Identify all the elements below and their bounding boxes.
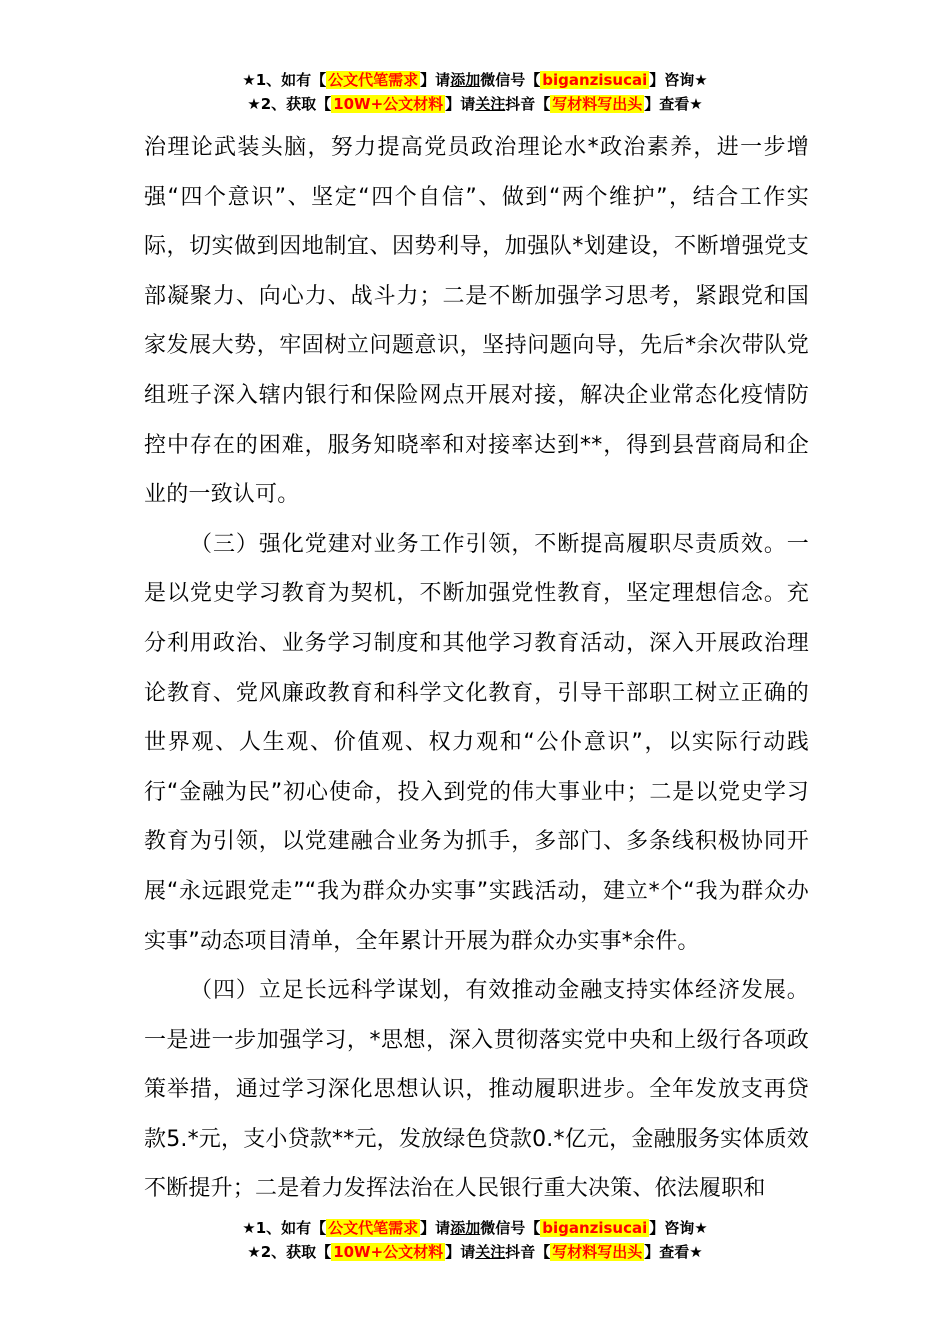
paragraph-section-4: （四）立足长远科学谋划，有效推动金融支持实体经济发展。一是进一步加强学习，*思想，深入贯彻落实党中央和上级行各项政策举措，通过学习深化思想认识，推动履职进步。全年发放支再贷款5.*元，支小贷款**元，发放绿色贷款0.*亿元，金融服务实体质效不断提升；二是着力发挥法治在人民银行重大决策、依法履职和 <box>144 978 809 1202</box>
promo-banner-top <box>0 68 950 116</box>
promo-text: 】请 <box>445 1243 476 1261</box>
promo-text: 】请 <box>445 95 476 113</box>
promo-highlight: 10W+公文材料 <box>333 1243 444 1261</box>
promo-wechat-id: biganzisucai <box>542 71 648 89</box>
promo-line-1 <box>0 68 950 92</box>
paragraph-continuation: 治理论武装头脑，努力提高党员政治理论水*政治素养，进一步增强“四个意识”、坚定“四个自信”、做到“两个维护”，结合工作实际，切实做到因地制宜、因势利导，加强队*划建设，不断增强党支部凝聚力、向心力、战斗力；二是不断加强学习思考，紧跟党和国家发展大势，牢固树立问题意识，坚持问题向导，先后*余次带队党组班子深入辖内银行和保险网点开展对接，解决企业常态化疫情防控中存在的困难，服务知晓率和对接率达到**，得到县营商局和企业的一致认可。 <box>144 135 809 508</box>
promo-highlight: 10W+公文材料 <box>333 95 444 113</box>
promo-underlined: 添加 <box>450 1219 481 1237</box>
promo-underlined: 添加 <box>450 71 481 89</box>
promo-underlined: 关注 <box>475 95 506 113</box>
promo-highlight: 公文代笔需求 <box>328 71 419 89</box>
promo-underlined: 关注 <box>475 1243 506 1261</box>
promo-text: 】查看★ <box>644 1243 703 1261</box>
promo-text: 】请 <box>420 71 451 89</box>
promo-line-2 <box>0 1240 950 1264</box>
promo-text: ★1、如有【 <box>242 71 327 89</box>
promo-text: ★2、获取【 <box>247 1243 332 1261</box>
promo-douyin-id: 写材料写出头 <box>552 95 643 113</box>
promo-highlight: 公文代笔需求 <box>328 1219 419 1237</box>
document-body <box>144 123 809 1214</box>
promo-text: 】查看★ <box>644 95 703 113</box>
promo-text: 抖音【 <box>505 95 551 113</box>
promo-text: 微信号【 <box>480 71 541 89</box>
promo-text: 微信号【 <box>480 1219 541 1237</box>
promo-banner-bottom <box>0 1216 950 1264</box>
promo-text: ★2、获取【 <box>247 95 332 113</box>
promo-wechat-id: biganzisucai <box>542 1219 648 1237</box>
paragraph-section-3: （三）强化党建对业务工作引领，不断提高履职尽责质效。一是以党史学习教育为契机，不断加强党性教育，坚定理想信念。充分利用政治、业务学习制度和其他学习教育活动，深入开展政治理论教育、党风廉政教育和科学文化教育，引导干部职工树立正确的世界观、人生观、价值观、权力观和“公仆意识”，以实际行动践行“金融为民”初心使命，投入到党的伟大事业中；二是以党史学习教育为引领，以党建融合业务为抓手，多部门、多条线积极协同开展“永远跟党走”“我为群众办实事”实践活动，建立*个“我为群众办实事”动态项目清单，全年累计开展为群众办实事*余件。 <box>144 531 809 954</box>
promo-douyin-id: 写材料写出头 <box>552 1243 643 1261</box>
promo-text: 】咨询★ <box>649 1219 708 1237</box>
promo-text: 】咨询★ <box>649 71 708 89</box>
promo-text: 抖音【 <box>505 1243 551 1261</box>
promo-text: ★1、如有【 <box>242 1219 327 1237</box>
promo-line-1 <box>0 1216 950 1240</box>
promo-text: 】请 <box>420 1219 451 1237</box>
promo-line-2 <box>0 92 950 116</box>
